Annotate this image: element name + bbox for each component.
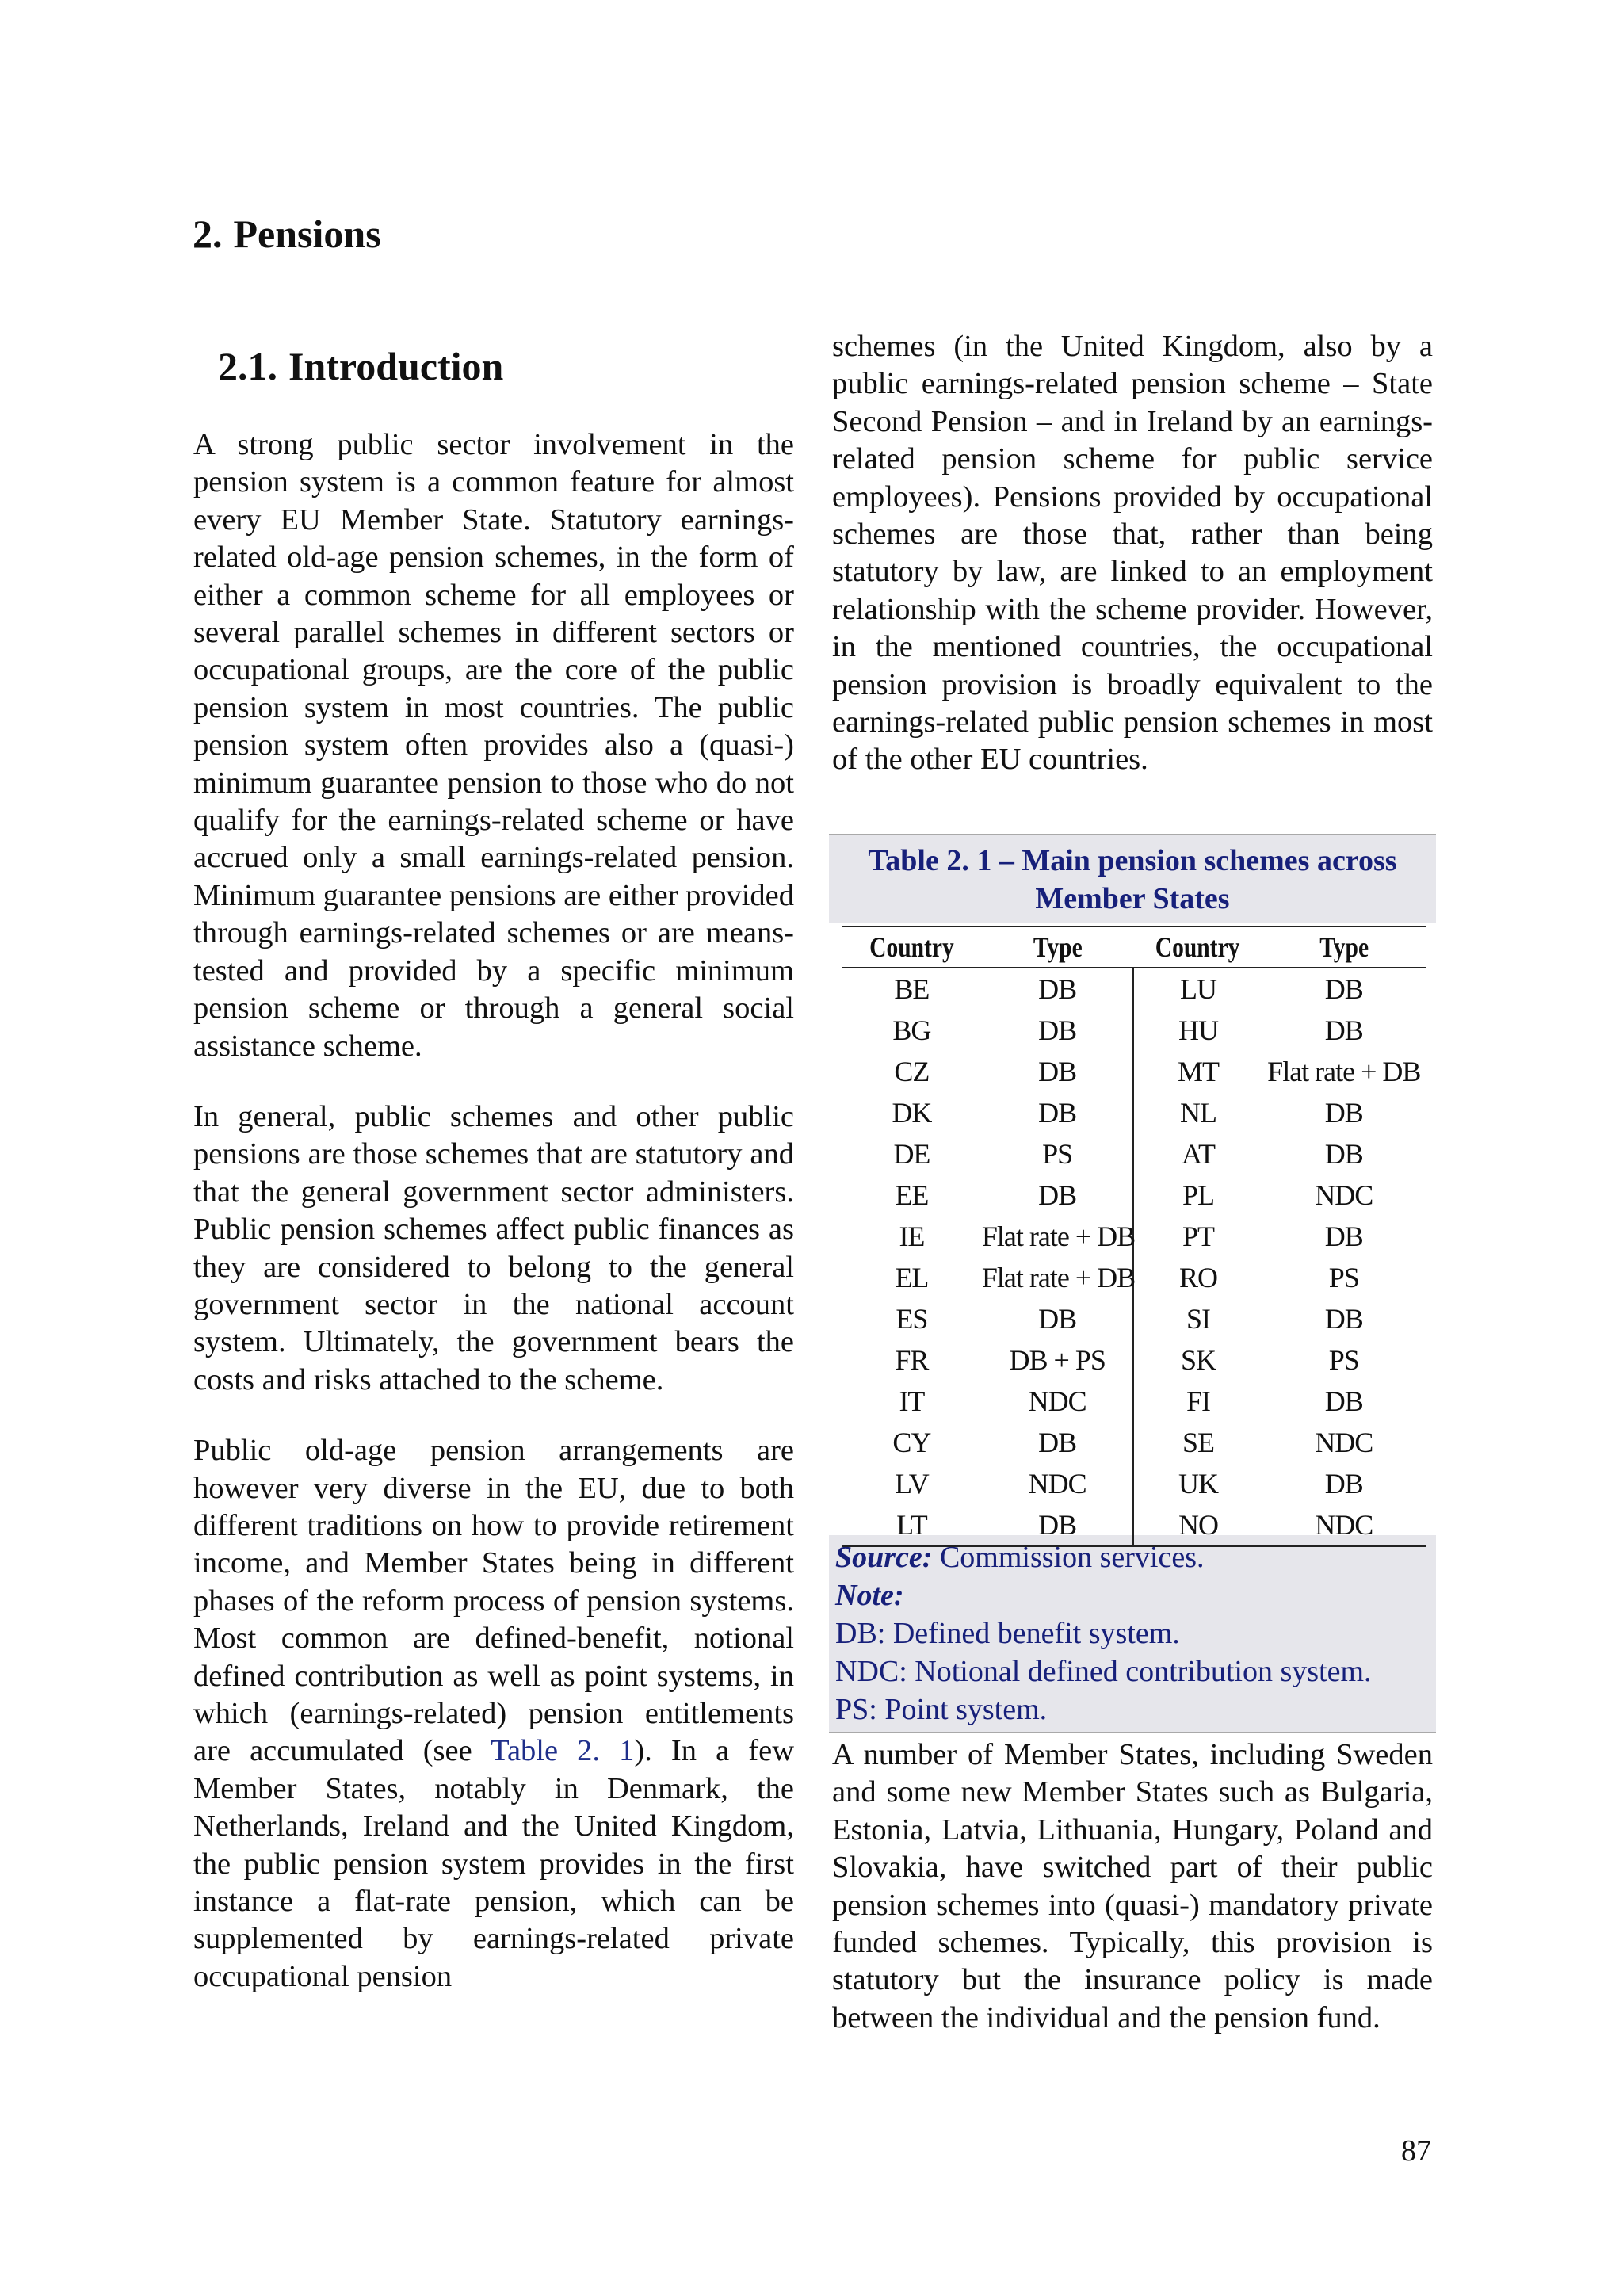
- table-title: [829, 835, 1436, 923]
- cell-country: EE: [895, 1179, 929, 1211]
- cell-type: DB + PS: [982, 1339, 1134, 1381]
- para3-text-start: Public old-age pension arrangements are however very diverse in the EU, due to both different traditions on how to provide retirement income, and Member States being in different phases of the reform process of pension systems. Most common are defined-benefit, notional defined contribution as well as point systems, in which (earnings-related) pension entitlements are accumulated (see: [193, 1434, 794, 1768]
- cell-country: FR: [895, 1344, 929, 1376]
- cell-type: DB: [982, 1092, 1134, 1133]
- cell-country: CZ: [894, 1056, 930, 1087]
- intro-paragraph-2: In general, public schemes and other public pensions are those schemes that are statutory and that the general government sector administers. Public pension schemes affect public finances as they are considered to belong to the general government sector in the national account system. Ultimately, the government bears the costs and risks attached to the scheme.: [193, 1099, 794, 1396]
- cell-country: DE: [893, 1138, 930, 1170]
- chapter-heading: [193, 210, 381, 258]
- table-row: [842, 1010, 1426, 1051]
- right-column-bottom: [832, 1736, 1433, 2037]
- cell-type: DB: [1324, 1014, 1363, 1046]
- right-column-top: [832, 328, 1433, 779]
- cell-country: SE: [1182, 1427, 1215, 1458]
- cell-country: LU: [1180, 973, 1217, 1005]
- cell-type: Flat rate + DB: [982, 1257, 1134, 1298]
- cell-type: DB: [1324, 1468, 1363, 1499]
- cell-type: DB: [982, 1010, 1134, 1051]
- right-paragraph-1: schemes (in the United Kingdom, also by a public earnings-related pension scheme – State Second Pension – and in Ireland by an earnings-related pension scheme for public service employees). Pensions provided by occupational schemes are those that, rather than being statutory by law, are linked to an employment relationship with the scheme provider. However, in the mentioned countries, the occupational pension provision is broadly equivalent to the earnings-related public pension schemes in most of the other EU countries.: [832, 330, 1433, 777]
- section-title: Introduction: [288, 344, 504, 388]
- cell-country: CY: [892, 1427, 931, 1458]
- cell-type: NDC: [1262, 1504, 1426, 1546]
- table-body: [842, 968, 1426, 1546]
- cell-country: PL: [1182, 1179, 1215, 1211]
- cell-type: DB: [982, 1298, 1134, 1339]
- header-country: Country: [1145, 926, 1251, 968]
- table-row: [842, 968, 1426, 1010]
- cell-country: MT: [1178, 1056, 1220, 1087]
- section-heading: [218, 342, 503, 390]
- table-row: [842, 1422, 1426, 1463]
- cell-type: DB: [1324, 1303, 1363, 1335]
- intro-paragraph-3: [193, 1432, 794, 1996]
- note-label: Note:: [835, 1579, 904, 1612]
- table-row: [842, 1051, 1426, 1092]
- cell-type: PS: [1328, 1262, 1359, 1293]
- cell-country: BG: [892, 1014, 931, 1046]
- cell-type: NDC: [982, 1381, 1134, 1422]
- header-type: Type: [995, 926, 1120, 968]
- table-row: [842, 1381, 1426, 1422]
- cell-country: LV: [895, 1468, 929, 1499]
- table-row: [842, 1257, 1426, 1298]
- header-type: Type: [1277, 926, 1411, 968]
- cell-type: Flat rate + DB: [1267, 1056, 1421, 1087]
- cell-type: Flat rate + DB: [982, 1216, 1134, 1257]
- cell-country: NL: [1180, 1097, 1217, 1129]
- cell-country: EL: [895, 1262, 929, 1293]
- chapter-title: Pensions: [233, 212, 381, 256]
- note-ps: PS: Point system.: [835, 1693, 1048, 1726]
- left-column: [193, 426, 794, 1996]
- cell-type: DB: [982, 1504, 1134, 1546]
- cell-country: IE: [899, 1221, 925, 1252]
- cell-country: IT: [899, 1385, 925, 1417]
- intro-paragraph-1: A strong public sector involvement in the pension system is a common feature for almost every EU Member State. Statutory earnings-related old-age pension schemes, in the form of either a common scheme for all employees or several parallel schemes in different sectors or occupational groups, are the core of the public pension system in most countries. The public pension system often provides also a (quasi-) minimum guarantee pension to those who do not qualify for the earnings-related scheme or have accrued only a small earnings-related pension. Minimum guarantee pensions are either provided through earnings-related schemes or are means-tested and provided by a specific minimum pension scheme or through a general social assistance scheme.: [193, 428, 795, 1063]
- cell-country: UK: [1178, 1468, 1219, 1499]
- table-notes: [829, 1535, 1436, 1733]
- cell-type: DB: [982, 968, 1134, 1010]
- cell-type: DB: [1324, 1097, 1363, 1129]
- cell-country: SI: [1186, 1303, 1211, 1335]
- cell-country: NO: [1133, 1504, 1262, 1546]
- cell-country: AT: [1182, 1138, 1216, 1170]
- table-row: [842, 1133, 1426, 1175]
- cell-country: HU: [1178, 1014, 1219, 1046]
- note-db: DB: Defined benefit system.: [835, 1617, 1180, 1650]
- table-row: [842, 1339, 1426, 1381]
- table-header-row: [842, 926, 1426, 968]
- cell-type: DB: [982, 1422, 1134, 1463]
- cell-country: LT: [842, 1504, 982, 1546]
- table-title-line-2: Member States: [1035, 882, 1230, 915]
- cell-type: PS: [982, 1133, 1134, 1175]
- right-paragraph-2: A number of Member States, including Sweden and some new Member States such as Bulgaria, Estonia, Latvia, Lithuania, Hungary, Poland and Slovakia, have switched part of their public pension schemes into (quasi-) mandatory private funded schemes. Typically, this provision is statutory but the insurance policy is made between the individual and the pension fund.: [832, 1738, 1433, 2034]
- cell-country: SK: [1181, 1344, 1216, 1376]
- table-row: [842, 1175, 1426, 1216]
- cell-type: NDC: [1315, 1427, 1373, 1458]
- table-grid: [829, 923, 1436, 1541]
- para3-text-end: ). In a few Member States, notably in Denmark, the Netherlands, Ireland and the United Kingdom, the public pension system provides in the first instance a flat-rate pension, which can be supplemented by earnings-related private occupational pension: [193, 1734, 795, 1993]
- cell-type: PS: [1328, 1344, 1359, 1376]
- cell-type: DB: [1324, 1138, 1363, 1170]
- table-row: [842, 1298, 1426, 1339]
- cell-country: FI: [1186, 1385, 1211, 1417]
- header-country: Country: [854, 926, 969, 968]
- table-title-line-1: Table 2. 1 – Main pension schemes across: [868, 844, 1397, 877]
- table-row: [842, 1092, 1426, 1133]
- cell-country: DK: [892, 1097, 932, 1129]
- table-reference-link[interactable]: Table 2. 1: [491, 1734, 635, 1768]
- cell-country: RO: [1179, 1262, 1218, 1293]
- cell-type: DB: [982, 1051, 1134, 1092]
- cell-type: NDC: [982, 1463, 1134, 1504]
- cell-country: ES: [896, 1303, 928, 1335]
- section-number: 2.1.: [218, 344, 277, 388]
- cell-type: NDC: [1315, 1179, 1373, 1211]
- cell-country: PT: [1182, 1221, 1215, 1252]
- table-row: [842, 1216, 1426, 1257]
- note-ndc: NDC: Notional defined contribution system.: [835, 1655, 1372, 1688]
- cell-type: DB: [1324, 1385, 1363, 1417]
- cell-type: DB: [982, 1175, 1134, 1216]
- table-row: [842, 1463, 1426, 1504]
- pension-schemes-table-box: [829, 834, 1436, 1733]
- cell-type: DB: [1324, 973, 1363, 1005]
- source-text: Commission services.: [932, 1541, 1205, 1574]
- cell-type: DB: [1324, 1221, 1363, 1252]
- pension-schemes-table: [842, 926, 1426, 1547]
- chapter-number: 2.: [193, 212, 223, 256]
- table-row: [842, 1504, 1426, 1546]
- source-label: Source:: [835, 1541, 933, 1574]
- cell-country: BE: [894, 973, 930, 1005]
- page-number: 87: [1401, 2134, 1431, 2168]
